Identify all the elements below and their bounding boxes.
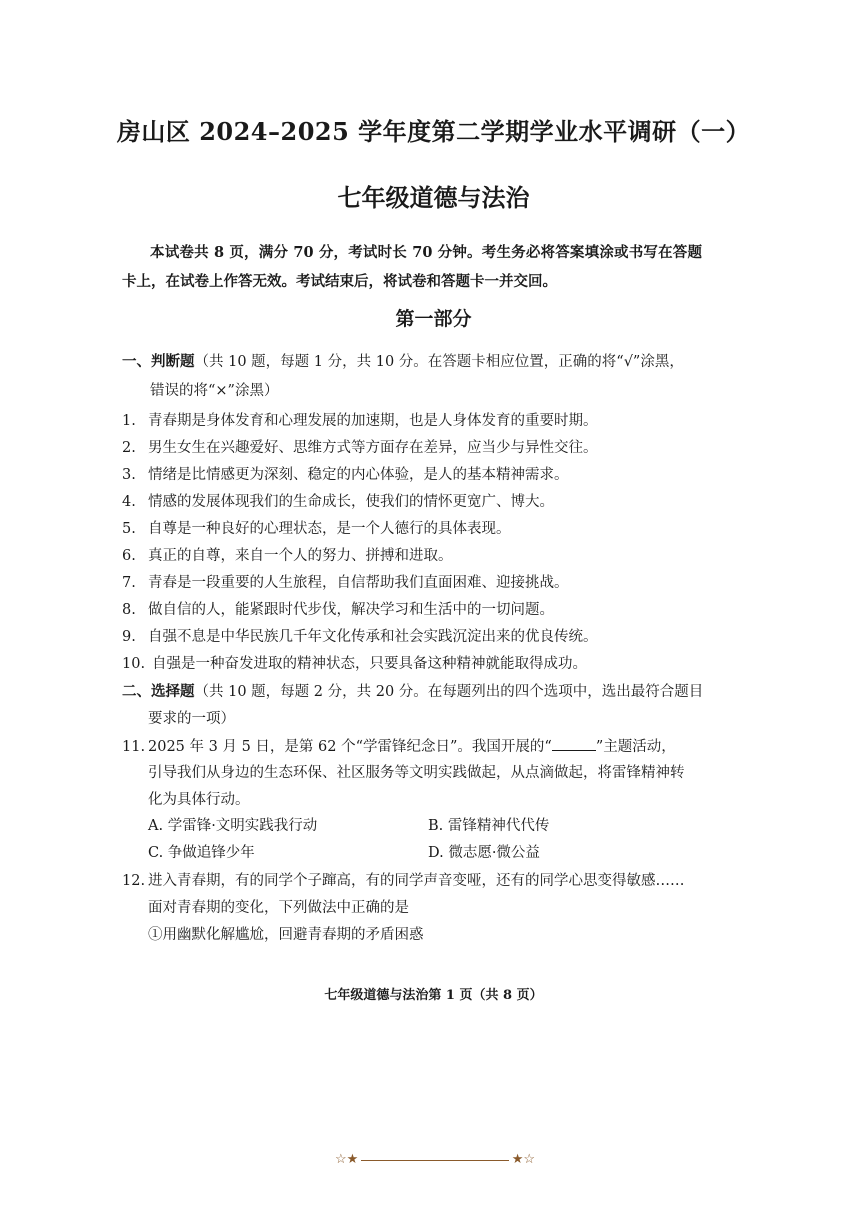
part-title: 第一部分	[395, 308, 472, 330]
question-11-line2: 引导我们从身边的生态环保、社区服务等文明实践做起，从点滴做起，将雷锋精神转	[148, 765, 685, 781]
item-number: 1.	[122, 413, 136, 429]
ornament-divider	[361, 1160, 509, 1161]
judgement-item-6	[122, 546, 453, 566]
item-number: 3.	[122, 467, 136, 483]
section2-heading-label: 二、选择题	[122, 683, 195, 700]
page-footer: 七年级道德与法治第 1 页（共 8 页）	[324, 988, 543, 1003]
item-text: 情绪是比情感更为深刻、稳定的内心体验，是人的基本精神需求。	[148, 467, 569, 483]
question-number: 12.	[122, 873, 146, 889]
section1-heading-label: 一、判断题	[122, 353, 195, 370]
option-b: B. 雷锋精神代代传	[428, 818, 550, 834]
judgement-item-7	[122, 573, 569, 593]
item-text: 青春期是身体发育和心理发展的加速期，也是人身体发育的重要时期。	[148, 413, 598, 429]
item-text: 自尊是一种良好的心理状态，是一个人德行的具体表现。	[148, 521, 511, 537]
item-text: 真正的自尊，来自一个人的努力、拼搏和进取。	[148, 548, 453, 564]
item-number: 7.	[122, 575, 136, 591]
item-text: 青春是一段重要的人生旅程，自信帮助我们直面困难、迎接挑战。	[148, 575, 569, 591]
item-number: 8.	[122, 602, 136, 618]
question-text: 进入青春期，有的同学个子蹿高，有的同学声音变哑，还有的同学心思变得敏感……	[148, 873, 685, 889]
option-c: C. 争做追锋少年	[148, 845, 255, 861]
exam-instructions: 本试卷共 8 页，满分 70 分，考试时长 70 分钟。考生务必将答案填涂或书写在答题卡上，在试卷上作答无效。考试结束后，将试卷和答题卡一并交回。	[122, 244, 702, 290]
exam-title: 房山区 2024–2025 学年度第二学期学业水平调研（一）	[116, 117, 751, 146]
star-icon: ★☆	[511, 1152, 535, 1167]
section1-heading-text: （共 10 题，每题 1 分，共 10 分。在答题卡相应位置，正确的将“√”涂黑，	[194, 354, 684, 370]
footer-ornament	[335, 1150, 535, 1170]
item-text: 自强不息是中华民族几千年文化传承和社会实践沉淀出来的优良传统。	[148, 629, 598, 645]
item-number: 10.	[122, 656, 146, 672]
item-number: 6.	[122, 548, 136, 564]
item-text: 做自信的人，能紧跟时代步伐，解决学习和生活中的一切问题。	[148, 602, 554, 618]
judgement-item-4	[122, 492, 554, 512]
option-d: D. 微志愿·微公益	[428, 845, 540, 861]
judgement-item-9	[122, 627, 598, 647]
judgement-item-8	[122, 600, 554, 620]
judgement-item-5	[122, 519, 511, 539]
question-11-line1	[122, 736, 676, 757]
section2-heading-cont: 要求的一项）	[148, 711, 235, 727]
question-12-line2: 面对青春期的变化，下列做法中正确的是	[148, 900, 409, 916]
judgement-item-2	[122, 438, 598, 458]
item-number: 4.	[122, 494, 136, 510]
item-number: 9.	[122, 629, 136, 645]
question-11-line3: 化为具体行动。	[148, 792, 250, 808]
item-number: 2.	[122, 440, 136, 456]
section1-heading-cont: 错误的将“×”涂黑）	[150, 383, 279, 399]
section2-heading	[122, 682, 703, 702]
option-a: A. 学雷锋·文明实践我行动	[148, 818, 318, 834]
question-number: 11.	[122, 739, 146, 755]
judgement-item-3	[122, 465, 569, 485]
exam-subject: 七年级道德与法治	[337, 183, 530, 212]
star-icon: ☆★	[335, 1152, 359, 1167]
judgement-item-10	[122, 654, 587, 674]
question-text: 2025 年 3 月 5 日，是第 62 个“学雷锋纪念日”。我国开展的“	[148, 739, 552, 755]
judgement-item-1	[122, 411, 598, 431]
question-text: ”主题活动，	[595, 739, 676, 755]
question-12-line1	[122, 871, 685, 891]
item-text: 情感的发展体现我们的生命成长，使我们的情怀更宽广、博大。	[148, 494, 554, 510]
item-text: 自强是一种奋发进取的精神状态，只要具备这种精神就能取得成功。	[152, 656, 587, 672]
item-number: 5.	[122, 521, 136, 537]
section1-heading	[122, 352, 684, 372]
section2-heading-text: （共 10 题，每题 2 分，共 20 分。在每题列出的四个选项中，选出最符合题目	[194, 684, 704, 700]
answer-blank	[552, 736, 596, 751]
question-12-line3: ①用幽默化解尴尬，回避青春期的矛盾困惑	[148, 927, 424, 943]
item-text: 男生女生在兴趣爱好、思维方式等方面存在差异，应当少与异性交往。	[148, 440, 598, 456]
